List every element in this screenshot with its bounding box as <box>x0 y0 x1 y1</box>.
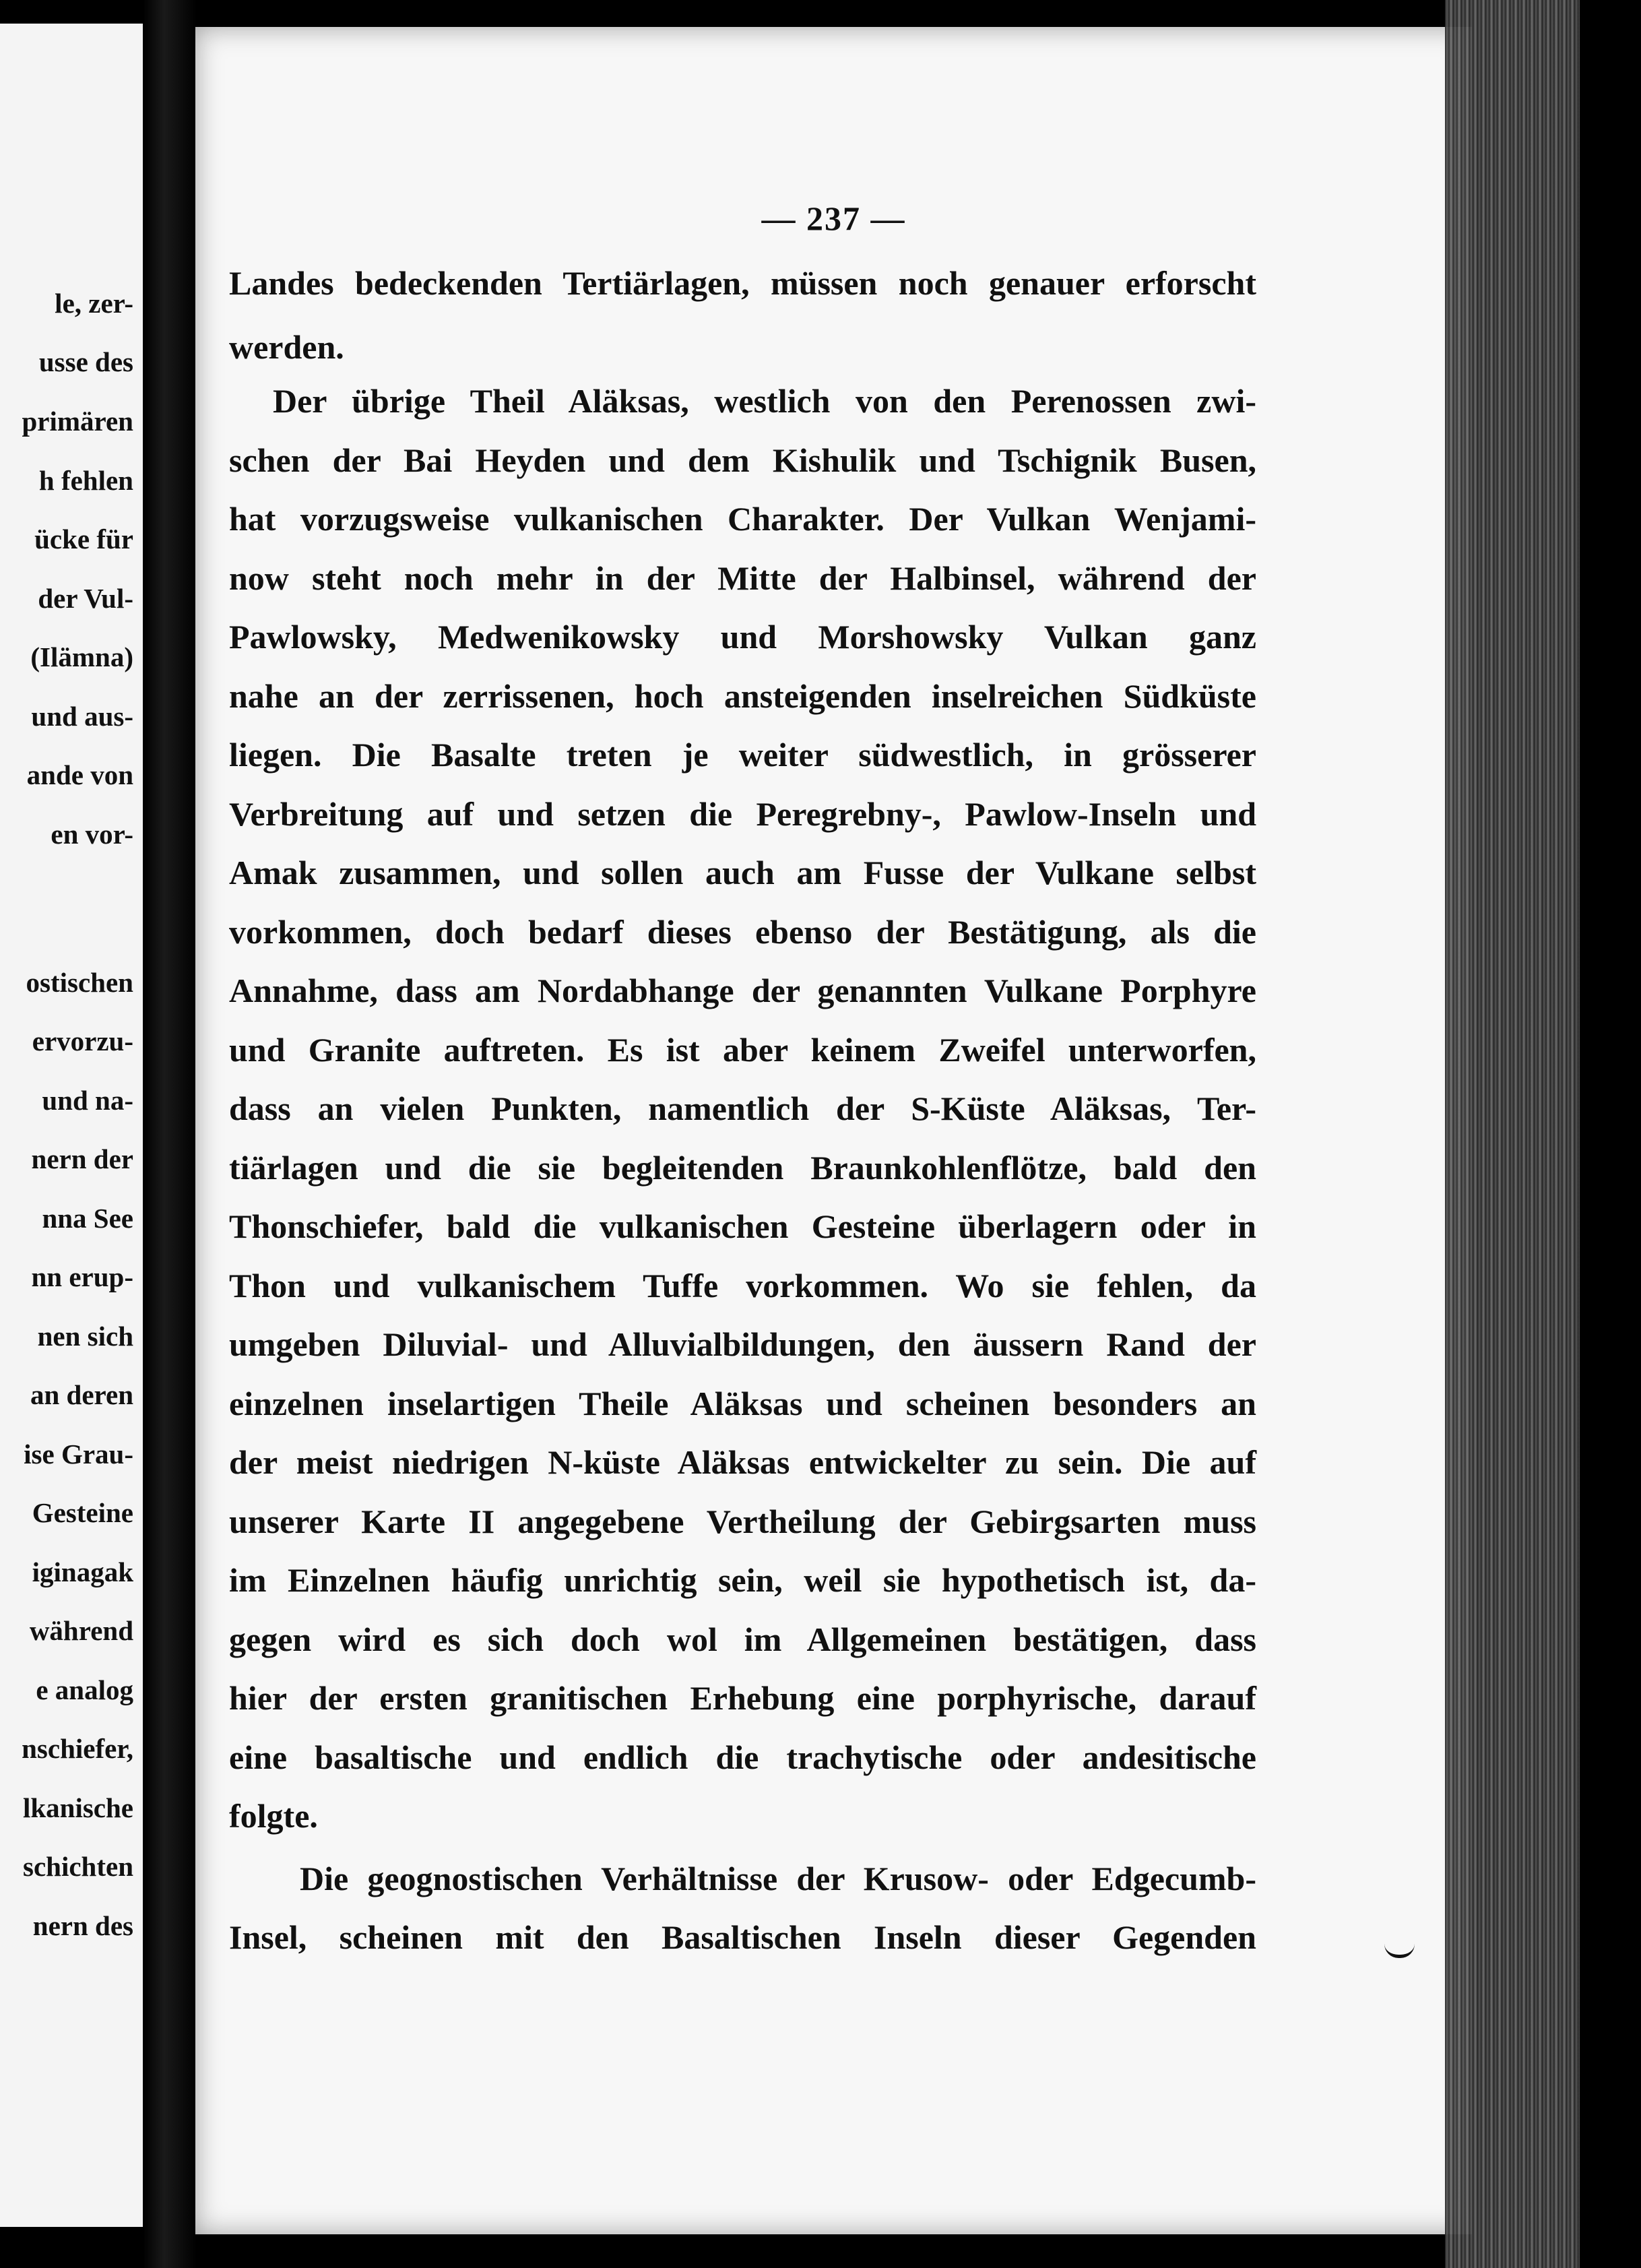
left-page-fragment: nern der <box>31 1143 133 1174</box>
text-line: schen der Bai Heyden und dem Kishulik und Tschignik Busen, <box>229 441 1256 479</box>
left-page-fragment: nn erup- <box>31 1261 133 1292</box>
page-number: — 237 — <box>761 199 906 237</box>
text-line: liegen. Die Basalte treten je weiter südwestlich, in grösserer <box>229 736 1256 774</box>
text-line: Thon und vulkanischem Tuffe vorkommen. Wo sie fehlen, da <box>229 1267 1256 1304</box>
text-line: Amak zusammen, und sollen auch am Fusse der Vulkane selbst <box>229 854 1256 891</box>
left-page-fragment: und na- <box>42 1085 133 1116</box>
text-line: Thonschiefer, bald die vulkanischen Gesteine überlagern oder in <box>229 1207 1256 1245</box>
left-page-fragment: nern des <box>32 1910 133 1941</box>
text-line: tiärlagen und die sie begleitenden Braunkohlenflötze, bald den <box>229 1149 1256 1187</box>
text-line: der meist niedrigen N-küste Aläksas entwickelter zu sein. Die auf <box>229 1443 1256 1481</box>
page-fore-edge <box>1445 0 1580 2268</box>
left-page-fragment: lkanische <box>22 1792 133 1823</box>
left-page-fragment: an deren <box>30 1379 133 1410</box>
text-line: Der übrige Theil Aläksas, westlich von den Perenossen zwi- <box>273 382 1256 420</box>
text-line: und Granite auftreten. Es ist aber keinem Zweifel unterworfen, <box>229 1031 1256 1069</box>
text-line: unserer Karte II angegebene Vertheilung der Gebirgsarten muss <box>229 1503 1256 1540</box>
text-line: Annahme, dass am Nordabhange der genannten Vulkane Porphyre <box>229 972 1256 1009</box>
text-line: hier der ersten granitischen Erhebung eine porphyrische, darauf <box>229 1679 1256 1717</box>
text-line: nahe an der zerrissenen, hoch ansteigenden inselreichen Südküste <box>229 677 1256 715</box>
text-line: Landes bedeckenden Tertiärlagen, müssen noch genauer erforscht <box>229 264 1256 302</box>
text-line: einzelnen inselartigen Theile Aläksas und scheinen besonders an <box>229 1385 1256 1422</box>
text-line: hat vorzugsweise vulkanischen Charakter. Der Vulkan Wenjami- <box>229 500 1256 538</box>
text-line: umgeben Diluvial- und Alluvialbildungen, den äussern Rand der <box>229 1325 1256 1363</box>
left-page-fragment: ervorzu- <box>32 1026 133 1057</box>
text-line: vorkommen, doch bedarf dieses ebenso der Bestätigung, als die <box>229 913 1256 951</box>
left-page-fragment: (Ilämna) <box>30 641 133 672</box>
left-page-fragment: h fehlen <box>38 465 133 496</box>
left-page-fragment: iginagak <box>32 1556 133 1587</box>
left-page-fragment: und aus- <box>31 701 133 732</box>
text-line: Insel, scheinen mit den Basaltischen Inseln dieser Gegenden <box>229 1918 1256 1956</box>
left-page-fragment: ande von <box>26 759 133 790</box>
left-page-fragment: während <box>29 1615 133 1646</box>
text-line: folgte. <box>229 1797 318 1835</box>
book-gutter <box>143 0 197 2268</box>
left-page-fragment: ise Grau- <box>24 1439 133 1470</box>
left-page-fragment: nen sich <box>37 1321 133 1352</box>
facing-page-edge <box>0 24 144 2227</box>
text-line: dass an vielen Punkten, namentlich der S-Küste Aläksas, Ter- <box>229 1090 1256 1127</box>
text-line: Pawlowsky, Medwenikowsky und Morshowsky Vulkan ganz <box>229 618 1256 656</box>
text-line: werden. <box>229 328 344 366</box>
left-page-fragment: usse des <box>38 346 133 377</box>
left-page-fragment: Gesteine <box>32 1497 133 1528</box>
text-line: Die geognostischen Verhältnisse der Krusow- oder Edgecumb- <box>300 1860 1256 1897</box>
left-page-fragment: der Vul- <box>38 583 133 614</box>
left-page-fragment: nna See <box>42 1203 133 1234</box>
left-page-fragment: en vor- <box>51 819 133 850</box>
scan-border <box>1580 0 1641 2268</box>
text-line: Verbreitung auf und setzen die Peregrebny-, Pawlow-Inseln und <box>229 795 1256 833</box>
text-line: eine basaltische und endlich die trachytische oder andesitische <box>229 1738 1256 1776</box>
text-line: now steht noch mehr in der Mitte der Halbinsel, während der <box>229 559 1256 597</box>
text-line: gegen wird es sich doch wol im Allgemeinen bestätigen, dass <box>229 1620 1256 1658</box>
left-page-fragment: e analog <box>36 1674 133 1705</box>
left-page-fragment: ostischen <box>26 967 133 998</box>
left-page-fragment: primären <box>22 406 133 437</box>
left-page-fragment: le, zer- <box>55 288 133 319</box>
text-line: im Einzelnen häufig unrichtig sein, weil sie hypothetisch ist, da- <box>229 1561 1256 1599</box>
left-page-fragment: nschiefer, <box>22 1733 133 1764</box>
left-page-fragment: schichten <box>23 1851 133 1882</box>
left-page-fragment: ücke für <box>34 524 133 555</box>
